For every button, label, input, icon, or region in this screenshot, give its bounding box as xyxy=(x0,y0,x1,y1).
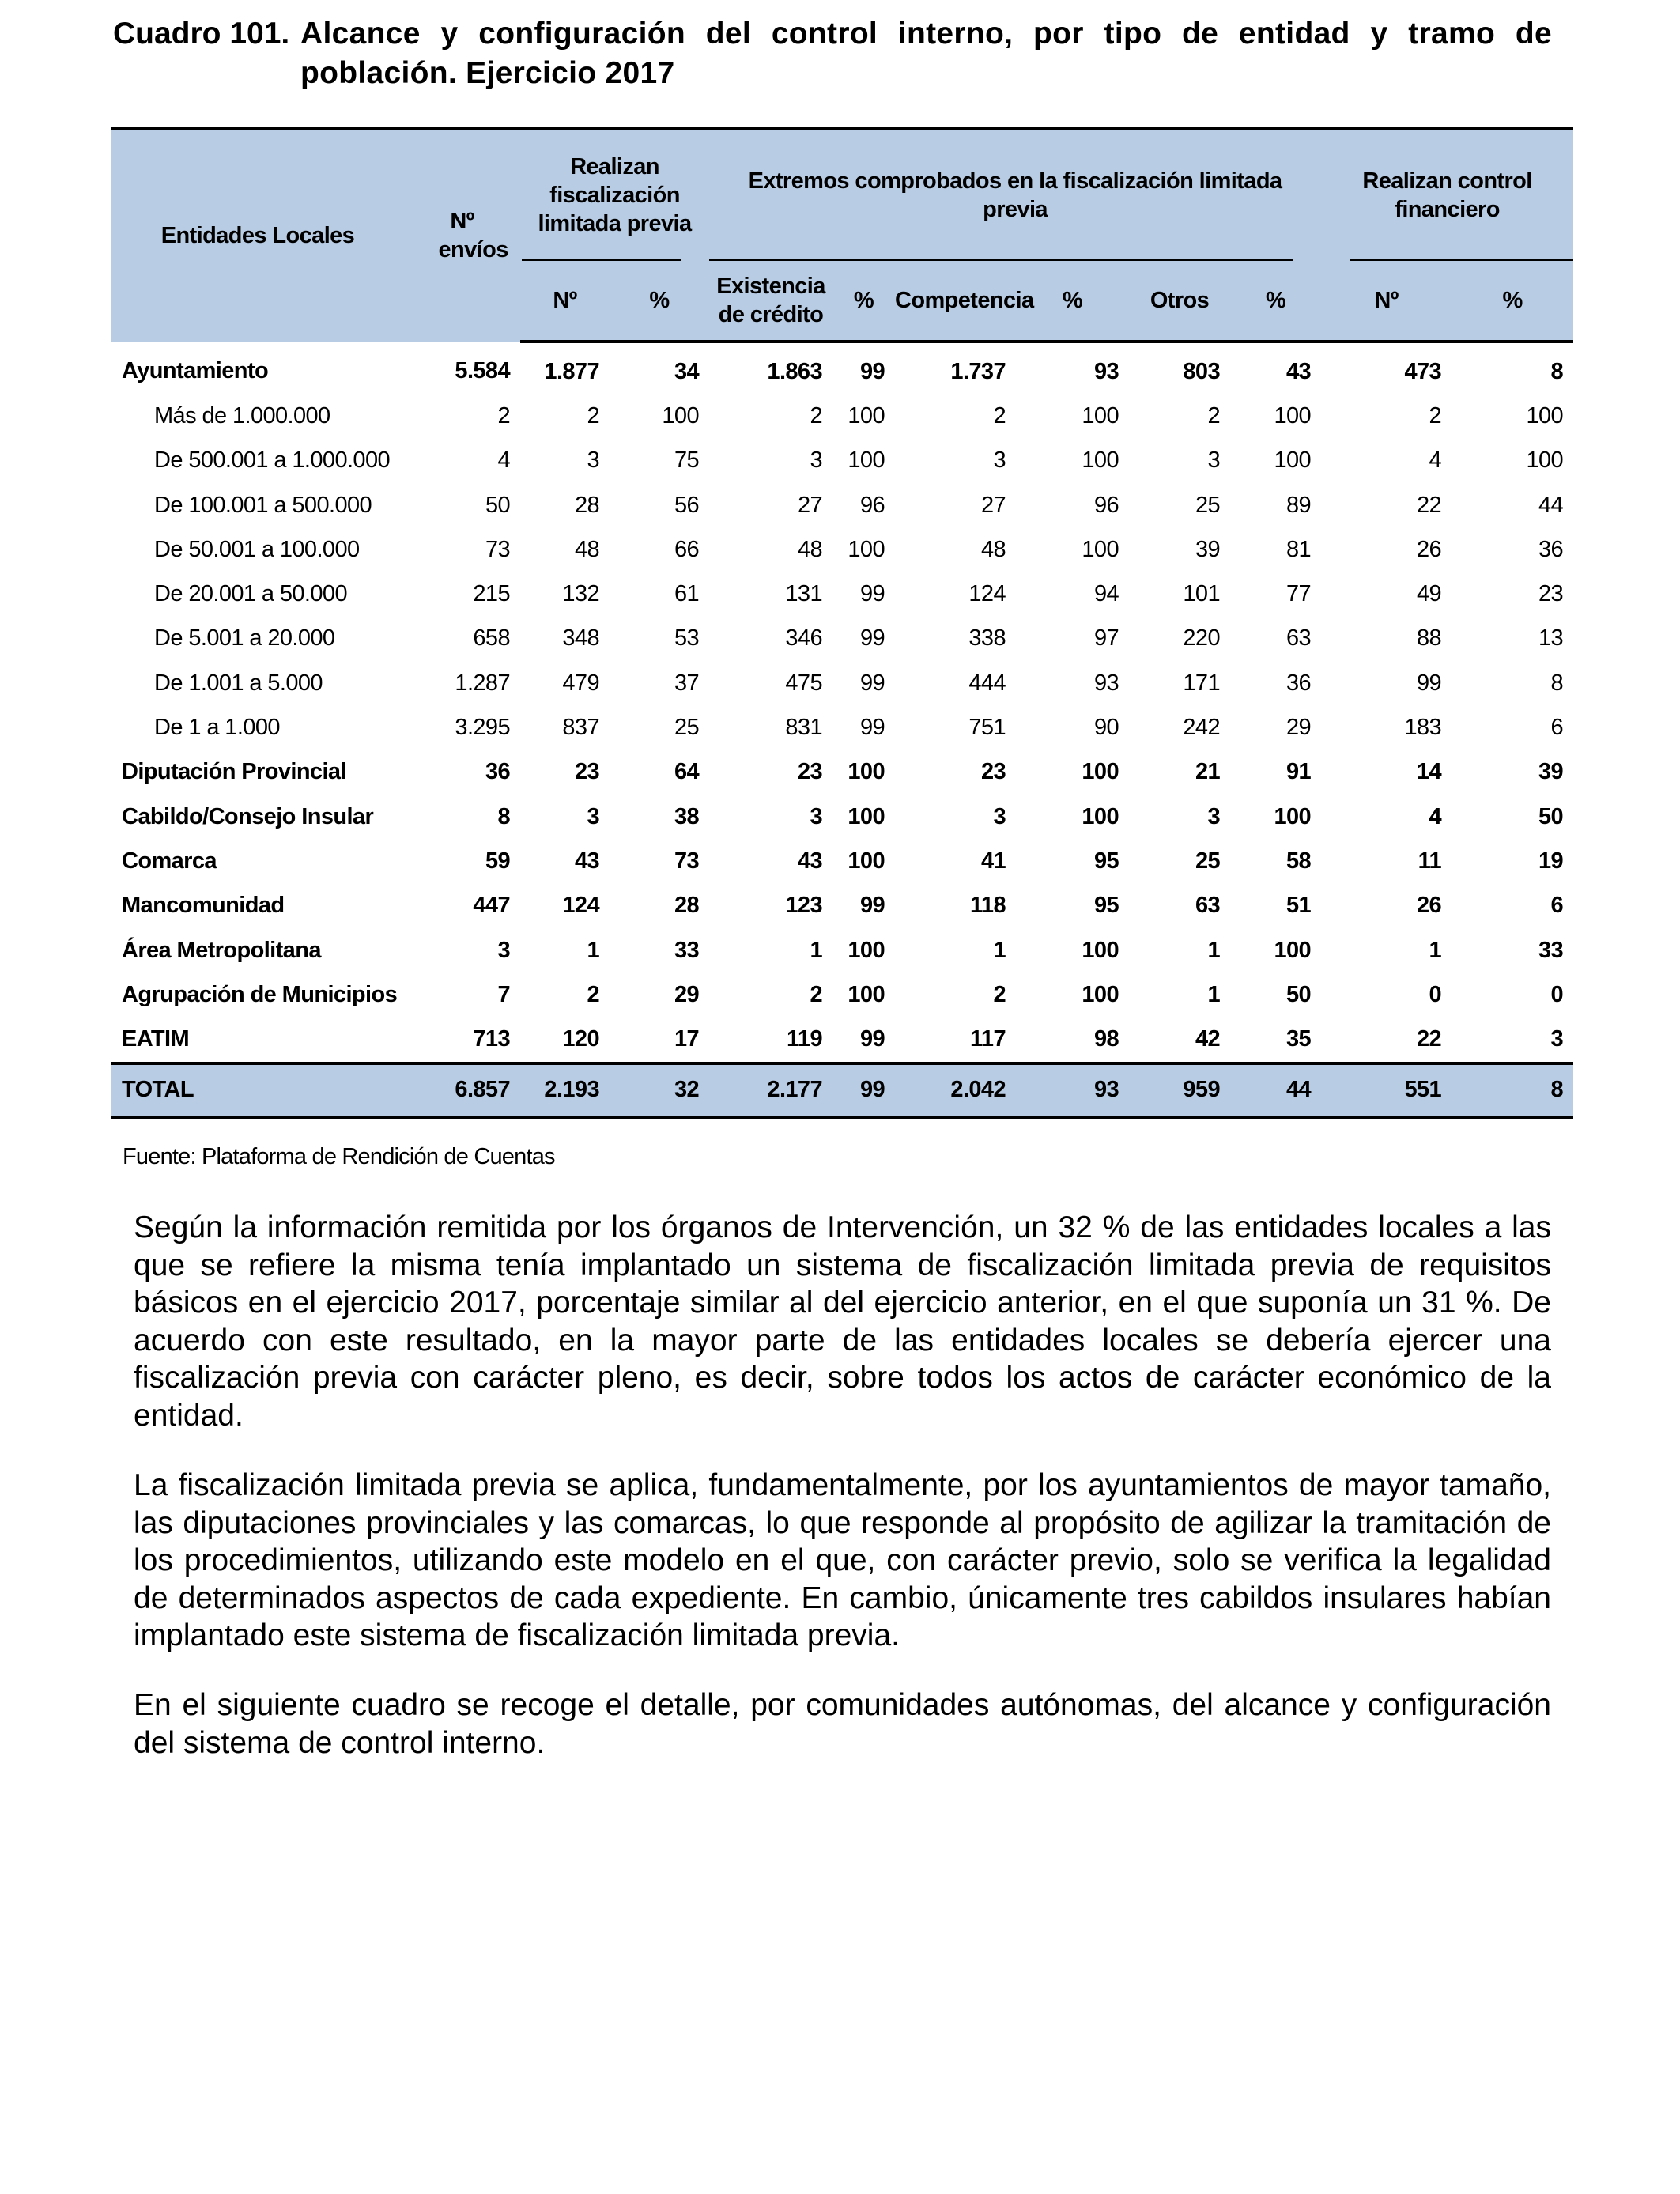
table-row xyxy=(111,884,1573,928)
cell: 100 xyxy=(1274,447,1312,474)
cell: 28 xyxy=(674,893,699,919)
cell: 14 xyxy=(1417,759,1442,785)
cell: 43 xyxy=(574,848,599,874)
paragraph: La fiscalización limitada previa se aplica, fundamentalmente, por los ayuntamientos de mayor tamaño, las diputaciones provinciales y las comarcas, lo que responde al propósito de agilizar la tramitación de los procedimientos, utilizando este modelo en el que, con carácter previo, solo se verifica la legalidad de determinados aspectos de cada expediente. En cambio, únicamente tres cabildos insulares habían implantado este sistema de fiscalización limitada previa. xyxy=(134,1468,1551,1653)
cell: 35 xyxy=(1286,1026,1312,1052)
cell: 50 xyxy=(1538,803,1564,829)
cell: 658 xyxy=(473,625,510,651)
cell: 1 xyxy=(587,937,599,963)
cell: 43 xyxy=(1286,358,1312,384)
cell: 3 xyxy=(810,803,822,829)
cell: 8 xyxy=(1550,358,1564,384)
cell: 33 xyxy=(1538,937,1564,963)
cell: 100 xyxy=(1082,447,1119,474)
cell: 132 xyxy=(562,581,599,607)
total-cell: 93 xyxy=(1016,1063,1129,1117)
cell: 59 xyxy=(485,848,510,874)
cell: 88 xyxy=(1417,625,1442,651)
cell: 1 xyxy=(1429,937,1442,963)
cell: 91 xyxy=(1286,759,1312,785)
cell: 3 xyxy=(993,447,1006,474)
cell: 2 xyxy=(587,402,599,429)
cell: 90 xyxy=(1093,715,1119,741)
cell: 100 xyxy=(1082,937,1119,963)
cell: 4 xyxy=(1429,803,1442,829)
cell: 6 xyxy=(1550,893,1564,919)
cell: 99 xyxy=(859,358,885,384)
cell: 2 xyxy=(993,402,1006,429)
caption-title: Alcance y configuración del control interno, por tipo de entidad y tramo de población. Ejercicio 2017 xyxy=(300,17,1552,90)
cell: 751 xyxy=(968,715,1006,741)
cell: 100 xyxy=(1274,803,1312,829)
cell: 100 xyxy=(662,402,699,429)
cell: 444 xyxy=(968,670,1006,696)
cell: 242 xyxy=(1183,715,1220,741)
cell: 42 xyxy=(1195,1026,1220,1052)
cell: 100 xyxy=(1082,402,1119,429)
total-cell: 959 xyxy=(1129,1063,1230,1117)
row-label: Cabildo/Consejo Insular xyxy=(122,803,374,829)
cell: 21 xyxy=(1195,759,1220,785)
cell: 11 xyxy=(1418,848,1442,874)
cell: 803 xyxy=(1183,358,1220,384)
cell: 96 xyxy=(1093,492,1119,518)
cell: 50 xyxy=(485,492,510,518)
cell: 3 xyxy=(587,447,599,474)
cell: 95 xyxy=(1093,848,1119,874)
cell: 25 xyxy=(674,715,699,741)
cell: 23 xyxy=(980,759,1006,785)
table-row xyxy=(111,661,1573,705)
cell: 100 xyxy=(848,981,885,1007)
cell: 53 xyxy=(674,625,699,651)
cell: 5.584 xyxy=(455,357,510,383)
cell: 215 xyxy=(473,581,510,607)
cell: 100 xyxy=(1526,402,1564,429)
cell: 220 xyxy=(1183,625,1220,651)
cell: 41 xyxy=(980,848,1006,874)
total-cell: 99 xyxy=(832,1063,895,1117)
cell: 63 xyxy=(1195,893,1220,919)
cell: 81 xyxy=(1286,536,1312,562)
cell: 4 xyxy=(1429,447,1442,474)
cell: 73 xyxy=(485,536,510,562)
row-label: De 50.001 a 100.000 xyxy=(154,536,360,562)
cell: 3 xyxy=(810,447,822,474)
cell: 100 xyxy=(1274,402,1312,429)
header-control-financiero: Realizan control financiero xyxy=(1321,128,1573,261)
cell: 7 xyxy=(497,981,510,1007)
cell: 77 xyxy=(1286,581,1312,607)
cell: 22 xyxy=(1417,1026,1442,1052)
row-label: De 500.001 a 1.000.000 xyxy=(154,447,391,474)
cell: 75 xyxy=(674,447,699,474)
cell: 38 xyxy=(674,803,699,829)
cell: 100 xyxy=(1082,981,1119,1007)
row-label: De 20.001 a 50.000 xyxy=(154,581,347,607)
cell: 118 xyxy=(970,893,1006,919)
cell: 346 xyxy=(785,625,822,651)
cell: 338 xyxy=(968,625,1006,651)
total-cell: 2.193 xyxy=(520,1063,610,1117)
table-row xyxy=(111,795,1573,839)
cell: 479 xyxy=(562,670,599,696)
cell: 39 xyxy=(1195,536,1220,562)
cell: 2 xyxy=(1429,402,1442,429)
table-row xyxy=(111,572,1573,616)
cell: 39 xyxy=(1538,759,1564,785)
header-envios: Nº envíos xyxy=(404,128,520,342)
table-row xyxy=(111,483,1573,527)
cell: 27 xyxy=(797,492,822,518)
cell: 2 xyxy=(1207,402,1220,429)
cell: 13 xyxy=(1538,625,1564,651)
cell: 100 xyxy=(848,848,885,874)
cell: 8 xyxy=(497,803,510,829)
row-label: De 100.001 a 500.000 xyxy=(154,492,372,518)
cell: 29 xyxy=(1286,715,1312,741)
cell: 36 xyxy=(1538,536,1564,562)
cell: 3 xyxy=(497,937,510,963)
cell: 120 xyxy=(562,1026,599,1052)
cell: 100 xyxy=(848,937,885,963)
cell: 117 xyxy=(970,1026,1006,1052)
total-label: TOTAL xyxy=(111,1063,404,1117)
header-sub-existencia: Existencia de crédito xyxy=(709,261,832,342)
cell: 99 xyxy=(1417,670,1442,696)
cell: 3 xyxy=(1207,447,1220,474)
cell: 837 xyxy=(562,715,599,741)
cell: 33 xyxy=(674,937,699,963)
total-cell: 551 xyxy=(1321,1063,1452,1117)
cell: 99 xyxy=(859,893,885,919)
row-label: Ayuntamiento xyxy=(122,357,269,383)
cell: 61 xyxy=(674,581,699,607)
cell: 49 xyxy=(1417,581,1442,607)
total-cell: 2.177 xyxy=(709,1063,832,1117)
table-row xyxy=(111,342,1573,394)
cell: 2 xyxy=(810,981,822,1007)
header-sub-competencia: Competencia xyxy=(895,261,1016,342)
cell: 34 xyxy=(674,358,699,384)
table-row xyxy=(111,439,1573,483)
cell: 1.877 xyxy=(544,358,599,384)
row-label: De 1.001 a 5.000 xyxy=(154,670,323,696)
cell: 56 xyxy=(674,492,699,518)
table-row xyxy=(111,527,1573,572)
table-row xyxy=(111,839,1573,883)
row-label: De 5.001 a 20.000 xyxy=(154,625,335,651)
header-sub-pct: % xyxy=(610,261,709,342)
total-cell: 44 xyxy=(1230,1063,1321,1117)
header-sub-otros: Otros xyxy=(1129,261,1230,342)
cell: 93 xyxy=(1093,358,1119,384)
cell: 123 xyxy=(785,893,822,919)
cell: 1.287 xyxy=(455,670,510,696)
cell: 2 xyxy=(587,981,599,1007)
cell: 171 xyxy=(1183,670,1220,696)
cell: 94 xyxy=(1093,581,1119,607)
cell: 3.295 xyxy=(455,715,510,741)
cell: 23 xyxy=(1538,581,1564,607)
paragraph: Según la información remitida por los órganos de Intervención, un 32 % de las entidades locales a las que se refiere la misma tenía implantado un sistema de fiscalización limitada previa de requisitos básicos en el ejercicio 2017, porcentaje similar al del ejercicio anterior, en el que suponía un 31 %. De acuerdo con este resultado, en la mayor parte de las entidades locales se debería ejercer una fiscalización previa con carácter pleno, es decir, sobre todos los actos de carácter económico de la entidad. xyxy=(134,1210,1551,1433)
cell: 1 xyxy=(810,937,822,963)
cell: 100 xyxy=(848,447,885,474)
cell: 101 xyxy=(1183,581,1220,607)
table-row xyxy=(111,705,1573,750)
cell: 119 xyxy=(787,1026,822,1052)
cell: 0 xyxy=(1429,981,1442,1007)
header-sub-pct: % xyxy=(1452,261,1573,342)
cell: 100 xyxy=(848,402,885,429)
cell: 131 xyxy=(785,581,822,607)
cell: 100 xyxy=(848,803,885,829)
total-row xyxy=(111,1063,1573,1117)
table-source: Fuente: Plataforma de Rendición de Cuentas xyxy=(123,1144,555,1169)
cell: 713 xyxy=(473,1026,510,1052)
row-label: De 1 a 1.000 xyxy=(154,715,280,741)
cell: 28 xyxy=(574,492,599,518)
cell: 97 xyxy=(1093,625,1119,651)
cell: 100 xyxy=(1274,937,1312,963)
header-sub-n: Nº xyxy=(1321,261,1452,342)
row-label: Diputación Provincial xyxy=(122,759,346,785)
cell: 36 xyxy=(1286,670,1312,696)
cell: 48 xyxy=(980,536,1006,562)
total-cell: 8 xyxy=(1452,1063,1573,1117)
cell: 22 xyxy=(1417,492,1442,518)
cell: 473 xyxy=(1404,358,1442,384)
cell: 1.737 xyxy=(950,358,1006,384)
total-cell: 32 xyxy=(610,1063,709,1117)
cell: 37 xyxy=(674,670,699,696)
cell: 1 xyxy=(1207,981,1220,1007)
cell: 19 xyxy=(1538,848,1564,874)
row-label: Área Metropolitana xyxy=(122,937,321,963)
cell: 48 xyxy=(797,536,822,562)
row-label: Mancomunidad xyxy=(122,893,285,919)
cell: 17 xyxy=(674,1026,699,1052)
table-row xyxy=(111,750,1573,795)
cell: 1 xyxy=(993,937,1006,963)
cell: 124 xyxy=(968,581,1006,607)
cell: 27 xyxy=(980,492,1006,518)
cell: 3 xyxy=(1207,803,1220,829)
cell: 63 xyxy=(1286,625,1312,651)
cell: 1.863 xyxy=(767,358,822,384)
cell: 66 xyxy=(674,536,699,562)
cell: 124 xyxy=(562,893,599,919)
control-interno-table xyxy=(111,127,1573,1119)
cell: 64 xyxy=(674,759,699,785)
header-sub-pct: % xyxy=(832,261,895,342)
cell: 50 xyxy=(1286,981,1312,1007)
cell: 99 xyxy=(859,581,885,607)
cell: 0 xyxy=(1550,981,1564,1007)
cell: 2 xyxy=(810,402,822,429)
cell: 4 xyxy=(497,447,510,474)
table-row xyxy=(111,617,1573,661)
cell: 100 xyxy=(848,759,885,785)
total-cell: 2.042 xyxy=(895,1063,1016,1117)
cell: 99 xyxy=(859,715,885,741)
cell: 96 xyxy=(859,492,885,518)
cell: 100 xyxy=(1082,759,1119,785)
total-cell: 6.857 xyxy=(404,1063,520,1117)
cell: 99 xyxy=(859,670,885,696)
cell: 29 xyxy=(674,981,699,1007)
cell: 1 xyxy=(1207,937,1220,963)
header-sub-pct: % xyxy=(1016,261,1129,342)
cell: 98 xyxy=(1093,1026,1119,1052)
cell: 100 xyxy=(1082,803,1119,829)
cell: 25 xyxy=(1195,848,1220,874)
header-sub-n: Nº xyxy=(520,261,610,342)
cell: 3 xyxy=(587,803,599,829)
cell: 100 xyxy=(1526,447,1564,474)
cell: 447 xyxy=(473,893,510,919)
row-label: Comarca xyxy=(122,848,217,874)
cell: 44 xyxy=(1538,492,1564,518)
cell: 93 xyxy=(1093,670,1119,696)
table-row xyxy=(111,928,1573,972)
cell: 25 xyxy=(1195,492,1220,518)
cell: 23 xyxy=(797,759,822,785)
cell: 73 xyxy=(674,848,699,874)
cell: 2 xyxy=(993,981,1006,1007)
cell: 23 xyxy=(574,759,599,785)
table-row xyxy=(111,1017,1573,1063)
cell: 89 xyxy=(1286,492,1312,518)
table-row xyxy=(111,394,1573,438)
cell: 3 xyxy=(993,803,1006,829)
header-sub-pct: % xyxy=(1230,261,1321,342)
paragraph: En el siguiente cuadro se recoge el detalle, por comunidades autónomas, del alcance y configuración del sistema de control interno. xyxy=(134,1688,1551,1760)
cell: 831 xyxy=(785,715,822,741)
cell: 26 xyxy=(1417,536,1442,562)
header-extremos: Extremos comprobados en la fiscalización limitada previa xyxy=(709,128,1321,261)
cell: 100 xyxy=(848,536,885,562)
table-row xyxy=(111,972,1573,1017)
cell: 6 xyxy=(1550,715,1564,741)
cell: 48 xyxy=(574,536,599,562)
cell: 43 xyxy=(797,848,822,874)
cell: 95 xyxy=(1093,893,1119,919)
cell: 8 xyxy=(1550,670,1564,696)
cell: 3 xyxy=(1550,1026,1564,1052)
cell: 99 xyxy=(859,1026,885,1052)
row-label: EATIM xyxy=(122,1026,190,1052)
table-caption xyxy=(113,14,1552,93)
row-label: Más de 1.000.000 xyxy=(154,402,330,429)
cell: 99 xyxy=(859,625,885,651)
caption-number: Cuadro 101. xyxy=(113,17,290,51)
header-row-top xyxy=(111,128,1573,261)
cell: 475 xyxy=(785,670,822,696)
cell: 51 xyxy=(1286,893,1312,919)
cell: 183 xyxy=(1404,715,1442,741)
row-label: Agrupación de Municipios xyxy=(122,981,398,1007)
cell: 58 xyxy=(1286,848,1312,874)
cell: 2 xyxy=(497,402,510,429)
header-realizan-fiscalizacion: Realizan fiscalización limitada previa xyxy=(520,128,709,261)
cell: 348 xyxy=(562,625,599,651)
cell: 100 xyxy=(1082,536,1119,562)
cell: 36 xyxy=(485,759,510,785)
header-entidades: Entidades Locales xyxy=(111,128,404,342)
cell: 26 xyxy=(1417,893,1442,919)
